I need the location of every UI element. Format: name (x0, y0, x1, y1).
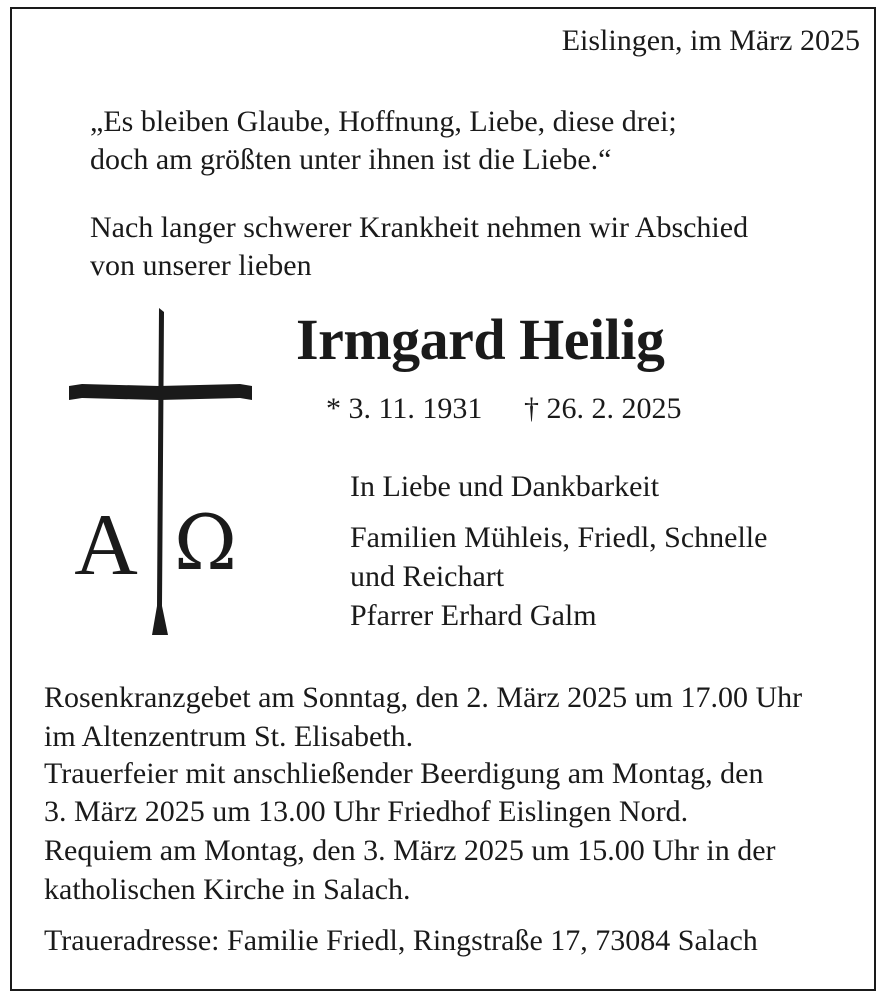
mourners-line-2: und Reichart (350, 560, 505, 593)
service-line-2: im Altenzentrum St. Elisabeth. (44, 720, 414, 753)
mourners-line-3: Pfarrer Erhard Galm (350, 599, 597, 632)
mourning-address: Traueradresse: Familie Friedl, Ringstraße 17, 73084 Salach (44, 924, 758, 957)
deceased-name: Irmgard Heilig (296, 307, 665, 372)
death-date: † 26. 2. 2025 (524, 392, 682, 425)
service-line-1: Rosenkranzgebet am Sonntag, den 2. März 2025 um 17.00 Uhr (44, 681, 803, 714)
cross-icon (62, 308, 258, 644)
quote-line-1: „Es bleiben Glaube, Hoffnung, Liebe, diese drei; (90, 105, 677, 138)
intro-line-2: von unserer lieben (90, 249, 312, 282)
place-date: Eislingen, im März 2025 (561, 24, 860, 57)
mourners-phrase: In Liebe und Dankbarkeit (350, 470, 660, 503)
quote-line-2: doch am größten unter ihnen ist die Liebe.“ (90, 143, 612, 176)
service-line-5: Requiem am Montag, den 3. März 2025 um 15.00 Uhr in der (44, 834, 776, 867)
mourners-line-1: Familien Mühleis, Friedl, Schnelle (350, 521, 768, 554)
birth-date: * 3. 11. 1931 (326, 392, 483, 425)
service-line-4: 3. März 2025 um 13.00 Uhr Friedhof Eislingen Nord. (44, 795, 689, 828)
omega-symbol: Ω (174, 498, 238, 587)
alpha-symbol: A (74, 497, 138, 594)
intro-line-1: Nach langer schwerer Krankheit nehmen wir Abschied (90, 211, 749, 244)
service-line-6: katholischen Kirche in Salach. (44, 873, 411, 906)
service-line-3: Trauerfeier mit anschließender Beerdigung am Montag, den (44, 757, 764, 790)
